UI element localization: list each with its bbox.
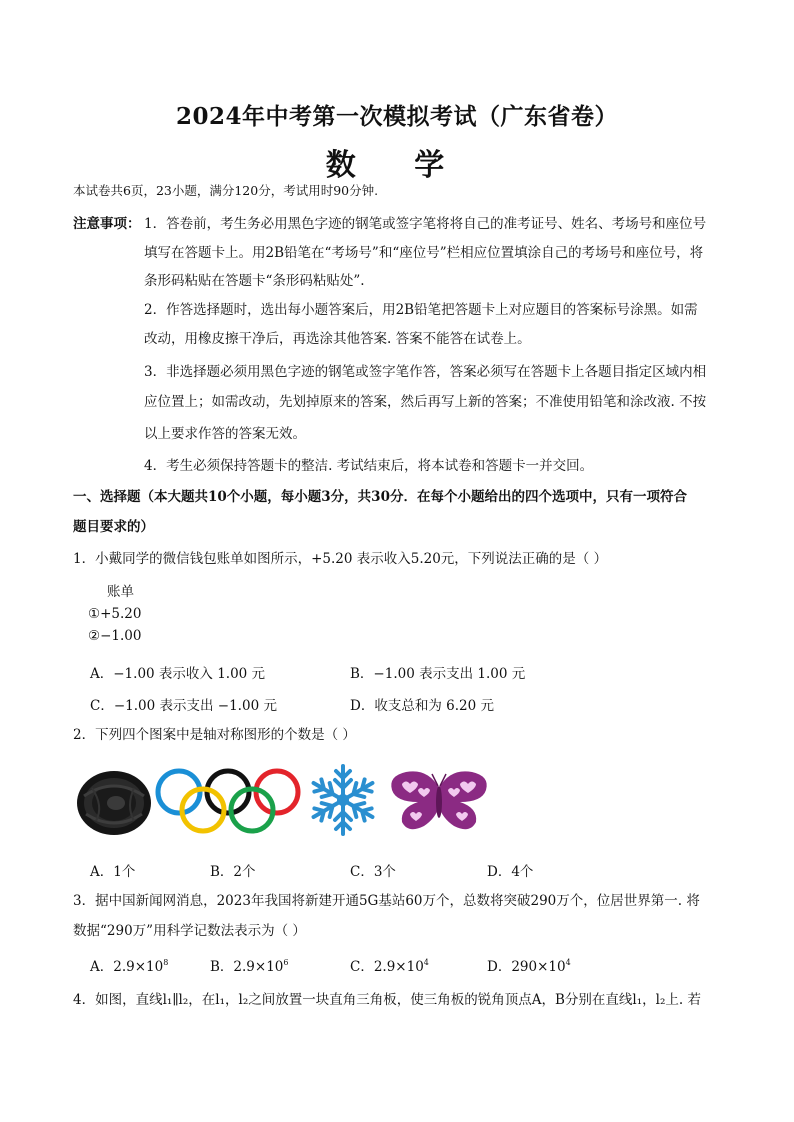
bill-title: 账单 [107,584,134,600]
option-b: B．$2.9\times 10^6$ [210,958,289,975]
option-a: A．−1.00 表示收入 1.00 元 [90,666,266,682]
notes-line: 改动，用橡皮擦干净后，再选涂其他答案. 答案不能答在试卷上。 [144,331,531,347]
option-c: C．−1.00 表示支出 −1.00 元 [90,698,277,714]
notes-line: 1．答卷前，考生务必用黑色字迹的钢笔或签字笔将将自己的准考证号、姓名、考场号和座位号 [144,216,707,232]
bill-item: ①+5.20 [88,606,142,622]
question-3-stem: 数据“290万”用科学记数法表示为（ ） [73,923,306,939]
option-c: C．3个 [350,864,396,880]
option-a: A．$2.9\times 10^8$ [90,958,169,975]
question-4-stem: 4．如图，直线l₁∥l₂，在l₁，l₂之间放置一块直角三角板，使三角板的锐角顶点A，B分别在直线l₁，l₂上. 若 [73,992,701,1008]
question-3-stem: 3．据中国新闻网消息，2023年我国将新建开通5G基站60万个，总数将突破290万个，位居世界第一. 将 [73,893,700,909]
bill-item: ②−1.00 [88,628,142,644]
notes-label: 注意事项： [73,216,141,232]
notes-line: 4．考生必须保持答题卡的整洁. 考试结束后，将本试卷和答题卡一并交回。 [144,458,594,474]
option-b: B．2个 [210,864,256,880]
notes-line: 填写在答题卡上。用2B铅笔在“考场号”和“座位号”栏相应位置填涂自己的考场号和座位号，将 [144,245,704,261]
notes-line: 3．非选择题必须用黑色字迹的钢笔或签字笔作答，答案必须写在答题卡上各题目指定区域内相 [144,364,707,380]
black-ring-image [74,766,154,838]
notes-line: 2．作答选择题时，选出每小题答案后，用2B铅笔把答题卡上对应题目的答案标号涂黑。如需 [144,302,698,318]
intro-text: 本试卷共6页，23小题，满分120分，考试用时90分钟. [73,183,379,198]
olympic-rings-image [154,765,302,837]
question-1-stem: 1．小戴同学的微信钱包账单如图所示，+5.20 表示收入5.20元，下列说法正确的是（ ） [73,551,608,567]
option-d: D．收支总和为 6.20 元 [350,698,494,714]
option-d: D．$290\times 10^4$ [487,958,571,975]
notes-line: 以上要求作答的答案无效。 [144,426,306,442]
butterfly-image [388,768,490,836]
section-heading: 题目要求的） [73,519,154,535]
option-a: A．1个 [90,864,136,880]
section-heading: 一、选择题（本大题共10个小题，每小题3分，共30分．在每个小题给出的四个选项中，只有一项符合 [73,489,687,505]
option-b: B．−1.00 表示支出 1.00 元 [350,666,526,682]
question-2-stem: 2．下列四个图案中是轴对称图形的个数是（ ） [73,727,356,743]
option-d: D．4个 [487,864,534,880]
subject-title: 数 学 [325,148,469,183]
option-c: C．$2.9\times 10^4$ [350,958,429,975]
snowflake-image [305,762,381,838]
notes-line: 应位置上；如需改动，先划掉原来的答案，然后再写上新的答案；不准使用铅笔和涂改液. 不按 [144,394,707,410]
exam-title: 2024年中考第一次模拟考试（广东省卷） [175,103,618,130]
notes-line: 条形码粘贴在答题卡“条形码粘贴处”. [144,273,365,289]
